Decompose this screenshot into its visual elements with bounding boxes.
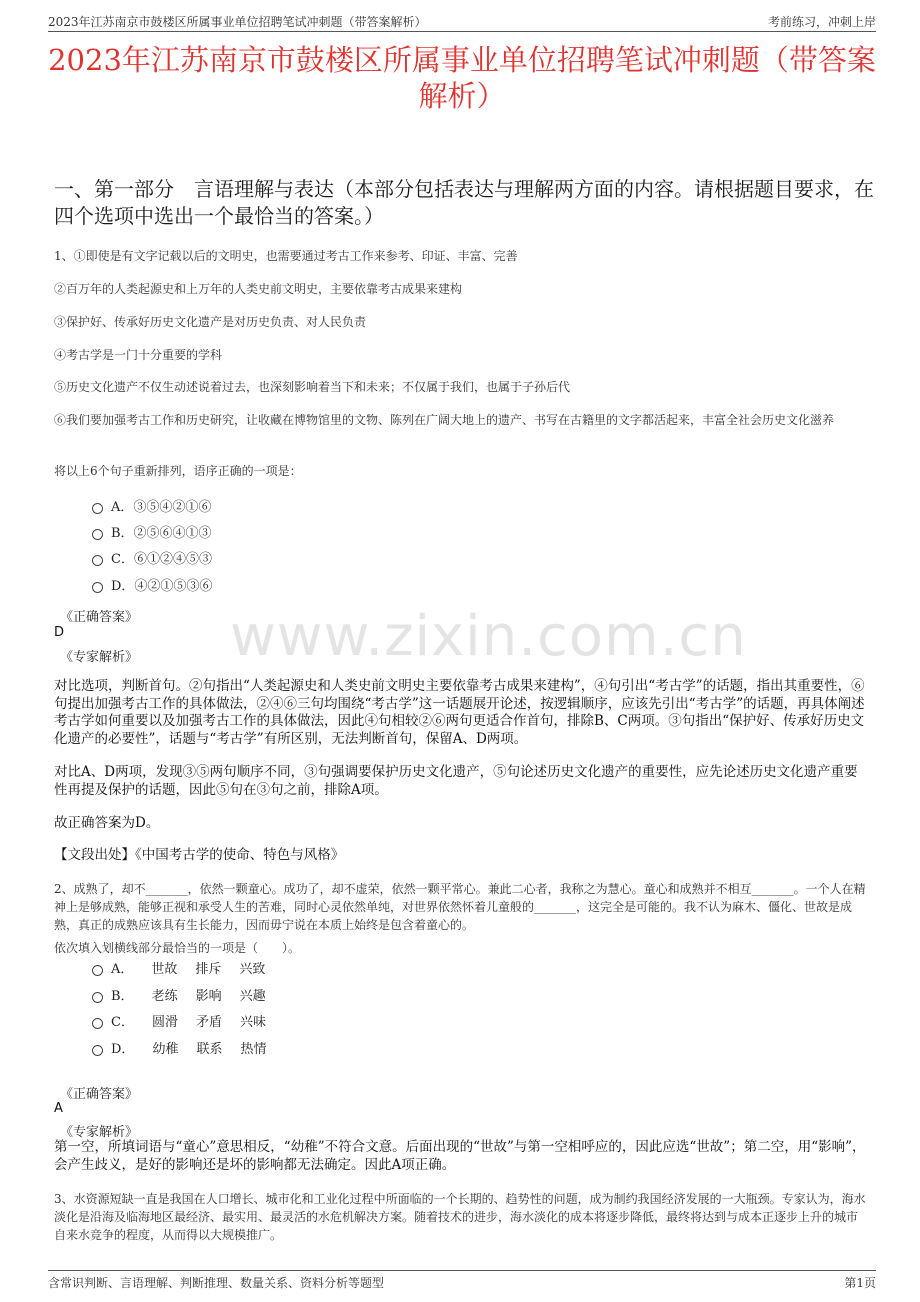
q1-line-3: ③保护好、传承好历史文化遗产是对历史负责、对人民负责: [54, 315, 367, 329]
q2-analysis-label: 《专家解析》: [60, 1125, 139, 1140]
q2-option-c[interactable]: [92, 1014, 284, 1032]
q2-stem: 2、成熟了，却不_______，依然一颗童心。成功了，却不虚荣，依然一颗平常心。兼此二心者，我称之为慧心。童心和成熟并不相互_______。一个人在精神上是够成熟，能够正视和承受人生的苦难，同时心灵依然单纯，对世界依然怀着儿童般的_______，这完全是可能的。我不认为麻木、僵化、世故是成熟，真正的成熟应该具有生长能力，因而毋宁说在本质上始终是包含着童心的。: [54, 882, 866, 932]
header-title: 2023年江苏南京市鼓楼区所属事业单位招聘笔试冲刺题（带答案解析）: [48, 15, 427, 29]
q2-option-b-key: B．: [111, 989, 134, 1004]
q2-option-d[interactable]: [92, 1041, 284, 1059]
radio-icon[interactable]: [92, 503, 103, 514]
q2-option-c-word-3: 兴味: [239, 1015, 266, 1030]
q2-option-c-word-2: 矛盾: [195, 1015, 222, 1030]
header-divider: [48, 31, 876, 32]
q2-option-a-key: A．: [111, 962, 134, 977]
q1-line-4: ④考古学是一门十分重要的学科: [54, 348, 223, 362]
section-heading: 一、第一部分 言语理解与表达（本部分包括表达与理解两方面的内容。请根据题目要求，在四个选项中选出一个最恰当的答案。）: [54, 177, 874, 228]
q2-option-c-word-1: 圆滑: [151, 1015, 178, 1030]
page-title: 2023年江苏南京市鼓楼区所属事业单位招聘笔试冲刺题（带答案解析）: [48, 43, 876, 113]
q1-line-1: 1、①即使是有文字记载以后的文明史，也需要通过考古工作来参考、印证、丰富、完善: [54, 249, 518, 263]
q2-prompt: 依次填入划横线部分最恰当的一项是（ ）。: [54, 941, 301, 955]
footer-divider: [48, 1270, 876, 1271]
q2-option-d-word-1: 幼稚: [152, 1042, 179, 1057]
q2-option-b[interactable]: [92, 988, 284, 1006]
q1-analysis-para-2: 对比A、D两项，发现③⑤两句顺序不同，③句强调要保护历史文化遗产，⑤句论述历史文化遗产的重要性，应先论述历史文化遗产重要性再提及保护的话题，因此⑤句在③句之前，排除A项。: [54, 764, 858, 798]
q1-option-d-label: D．④②①⑤③⑥: [111, 579, 213, 594]
q1-option-c[interactable]: [92, 551, 212, 569]
q1-source: 【文段出处】《中国考古学的使命、特色与风格》: [54, 847, 345, 863]
q2-option-b-word-3: 兴趣: [239, 989, 266, 1004]
q1-option-c-label: C．⑥①②④⑤③: [111, 552, 212, 567]
radio-icon[interactable]: [92, 1045, 103, 1056]
q2-option-a-word-3: 兴致: [239, 962, 266, 977]
q2-option-c-key: C．: [111, 1015, 134, 1030]
header-slogan: 考前练习，冲刺上岸: [767, 15, 876, 29]
q2-option-b-word-2: 影响: [195, 989, 222, 1004]
q1-option-b-label: B．②⑤⑥④①③: [111, 526, 212, 541]
q1-line-2: ②百万年的人类起源史和上万年的人类史前文明史，主要依靠考古成果来建构: [54, 282, 463, 296]
q1-analysis-conclusion: 故正确答案为D。: [54, 815, 160, 831]
watermark: www.zixin.com.cn: [230, 604, 747, 669]
radio-icon[interactable]: [92, 529, 103, 540]
q2-option-a-word-1: 世故: [151, 962, 178, 977]
q1-answer: D: [54, 625, 65, 640]
radio-icon[interactable]: [92, 555, 103, 566]
q1-analysis-label: 《专家解析》: [60, 650, 139, 665]
page-number: 第1页: [844, 1276, 876, 1290]
q2-option-d-word-3: 热情: [240, 1042, 267, 1057]
q3-stem: 3、水资源短缺一直是我国在人口增长、城市化和工业化过程中所面临的一个长期的、趋势性的问题，成为制约我国经济发展的一大瓶颈。专家认为，海水淡化是沿海及临海地区最经济、最实用、最灵活的水危机解决方案。随着技术的进步，海水淡化的成本将逐步降低，最终将达到与成本正逐步上升的城市自来水竞争的程度，从而得以大规模推广。: [54, 1192, 866, 1242]
q2-analysis: 第一空，所填词语与“童心”意思相反，“幼稚”不符合文意。后面出现的“世故”与第一空相呼应的，因此应选“世故”；第二空，用“影响”，会产生歧义，是好的影响还是坏的影响都无法确定。因此A项正确。: [54, 1139, 866, 1173]
q2-option-b-word-1: 老练: [151, 989, 178, 1004]
q1-option-a[interactable]: [92, 499, 211, 517]
q2-option-d-word-2: 联系: [196, 1042, 223, 1057]
radio-icon[interactable]: [92, 992, 103, 1003]
q1-answer-label: 《正确答案》: [60, 610, 139, 625]
q1-prompt: 将以上6个句子重新排列，语序正确的一项是：: [54, 464, 302, 478]
q2-answer: A: [54, 1101, 63, 1116]
radio-icon[interactable]: [92, 965, 103, 976]
radio-icon[interactable]: [92, 582, 103, 593]
radio-icon[interactable]: [92, 1018, 103, 1029]
q1-line-5: ⑤历史文化遗产不仅生动述说着过去，也深刻影响着当下和未来；不仅属于我们，也属于子孙后代: [54, 380, 571, 394]
q1-line-6: ⑥我们要加强考古工作和历史研究，让收藏在博物馆里的文物、陈列在广阔大地上的遗产、书写在古籍里的文字都活起来，丰富全社会历史文化滋养: [54, 413, 835, 427]
q2-option-d-key: D．: [111, 1042, 135, 1057]
q1-option-d[interactable]: [92, 578, 212, 596]
footer-note: 含常识判断、言语理解、判断推理、数量关系、资料分析等题型: [48, 1276, 385, 1290]
q2-option-a[interactable]: [92, 961, 283, 979]
q1-option-b[interactable]: [92, 525, 212, 543]
q1-analysis-para-1: 对比选项，判断首句。②句指出“人类起源史和人类史前文明史主要依靠考古成果来建构”，④句引出“考古学”的话题，指出其重要性，⑥句提出加强考古工作的具体做法，②④⑥三句均围绕“考古学”这一话题展开论述，按逻辑顺序，应该先引出“考古学”的话题，再具体阐述考古学如何重要以及加强考古工作的具体做法，因此④句相较②⑥两句更适合作首句，排除B、C两项。③句指出“保护好、传承好历史文化遗产的必要性”，话题与“考古学”有所区别，无法判断首句，保留A、D两项。: [54, 678, 865, 747]
q2-answer-label: 《正确答案》: [60, 1087, 139, 1102]
q1-option-a-label: A．③⑤④②①⑥: [111, 500, 212, 515]
q2-option-a-word-2: 排斥: [195, 962, 222, 977]
